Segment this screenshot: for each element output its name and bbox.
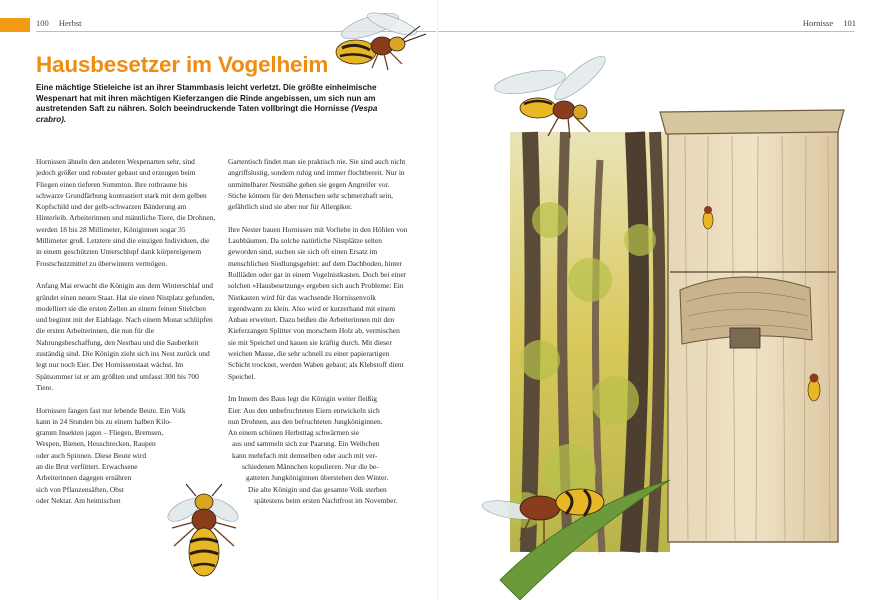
text-line: schiedenen Männchen kopulieren. Nur die be- [242,462,379,472]
paragraph: Ihre Nester bauen Hornissen mit Vorliebe in den Höhlen von Laubbäumen. Da solche natürliche Nistplätze selten geworden sind, suchen sie sich oft einen Ersatz im menschlichen Siedlungsgebiet: auf dem Dachboden, hinter Rollläden oder gar in einem Vogelnistkasten. Doch bei einer solchen »Hausbesetzung« ergeben sich auch Probleme: Ein Nistkasten wird für das wachsende Hornissenvolk irgendwann zu klein. Also wird er kurzerhand mit einem Anbau erweitert. Dazu beißen die Arbeiterinnen mit den Kieferzangen Splitter von morschem Holz ab, vermischen sie mit Speichel und kauen sie kräftig durch. Mit dieser weichen Masse, die sehr schnell zu einer papierartigen Schicht trocknet, werden Waben gebaut; als Klebstoff dient Speichel. [228,224,408,381]
paragraph: Gartentisch findet man sie praktisch nie. Sie sind auch nicht angriffslustig, sondern ruhig und immer fluchtbereit. Nur in unmittelbarer Nestnähe gehen sie gegen Angreifer vor. Stiche können für den Menschen sehr schmerzhaft sein, gefährlich sind sie aber nur für Allergiker. [228,157,406,212]
lead-paragraph [36,83,406,125]
running-header-right [803,18,856,28]
text-line: oder Nektar. Am heimischen [36,495,121,505]
text-column-1 [36,156,216,518]
text-line: sich von Pflanzensäften, Obst [36,484,124,494]
lead-species: (Vespa crabro). [36,104,378,124]
text-line: Eier. Aus den unbefruchteten Eiern entwickeln sich [228,405,380,415]
page-number-left: 100 [36,18,49,28]
text-line: an die Brut verfüttert. Erwachsene [36,462,138,472]
text-column-2 [228,156,408,518]
text-line: aus und sammeln sich zur Paarung. Ein Weibchen [232,439,380,449]
text-line: gatteten Jungköniginnen überstehen den Winter. [246,473,389,483]
text-line: gramm Insekten jagen – Fliegen, Bremsen, [36,428,164,438]
hornet-flying-illustration [322,8,434,74]
text-line: kann in 24 Stunden bis zu einem halben Kilo- [36,416,172,426]
text-line: Hornissen fangen fast nur lebende Beute. Ein Volk [36,405,186,415]
paragraph: Anfang Mai erwacht die Königin aus dem Winterschlaf und gründet einen neuen Staat. Hat sie einen Nistplatz gefunden, modelliert sie die ersten Zellen an einem feinen Stielchen und beginnt mit der Eiablage. Nach einem Monat schlüpfen die ersten Arbeiterinnen, die nun für die Nahrungsbeschaffung, den Nestbau und die Sauberkeit zuständig sind. Die Königin zieht sich ins Nest zurück und legt nur noch Eier. Der Hornissenstaat wächst. Im Spätsommer ist er am größten und umfasst 300 bis 700 Tiere. [36,281,215,392]
text-line: An einem schönen Herbsttag schwärmen sie [228,428,360,438]
text-line: Die alte Königin und das gesamte Volk sterben [248,484,387,494]
text-line: Arbeiterinnen dagegen ernähren [36,473,132,483]
chapter-tab [0,18,30,32]
section-label-right: Hornisse [802,18,834,28]
nest-box-illustration [440,40,876,600]
large-hornet-top [493,51,610,138]
text-line: Wespen, Bienen, Heuschrecken, Raupen [36,439,156,449]
text-line: oder auch Spinnen. Diese Beute wird [36,450,147,460]
running-header-left [36,18,82,28]
paragraph-wrapped [228,393,408,506]
paragraph: Hornissen ähneln den anderen Wespenarten sehr, sind jedoch größer und robuster gebaut und erzeugen beim Fliegen einen tieferen Summton. Ihre rotbraune bis schwarze Grundfärbung kontrastiert stark mit dem gelben Kopfschild und der gelb-schwarzen Bänderung am Hinterleib. Arbeiterinnen und männliche Tiere, die Drohnen, werden 18 bis 28 Millimeter, Königinnen sogar 35 Millimeter groß. Letztere sind die einzigen Individuen, die in einem geschützten Unterschlupf dank körpereigenem Frostschutzmittel zu überwintern vermögen. [36,157,216,268]
page-number-right: 101 [843,18,856,28]
text-line: nun Drohnen, aus den befruchteten Jungköniginnen. [228,416,383,426]
lead-text: Eine mächtige Stieleiche ist an ihrer Stammbasis leicht verletzt. Die größte einheimische Wespenart hat mit ihren mächtigen Kieferzangen die Rinde angebissen, um sich nun am austretenden Saft zu nähren. Solch beeindruckende Taten vollbringt die Hornisse [36,83,377,114]
hornet-on-box [808,374,820,402]
section-label-left: Herbst [58,18,82,28]
nest-box-roof [660,110,844,134]
article-title: Hausbesetzer im Vogelheim [36,52,329,77]
text-line: Im Innern des Baus legt die Königin weiter fleißig [228,394,378,404]
header-rule-right [438,31,854,32]
metal-plate [730,328,760,348]
hornet-crawling-illustration [160,480,248,590]
text-line: spätestens beim ersten Nachtfrost im November. [254,495,398,505]
text-line: kann mehrfach mit demselben oder auch mit ver- [232,450,378,460]
hornet-on-box [703,206,713,229]
